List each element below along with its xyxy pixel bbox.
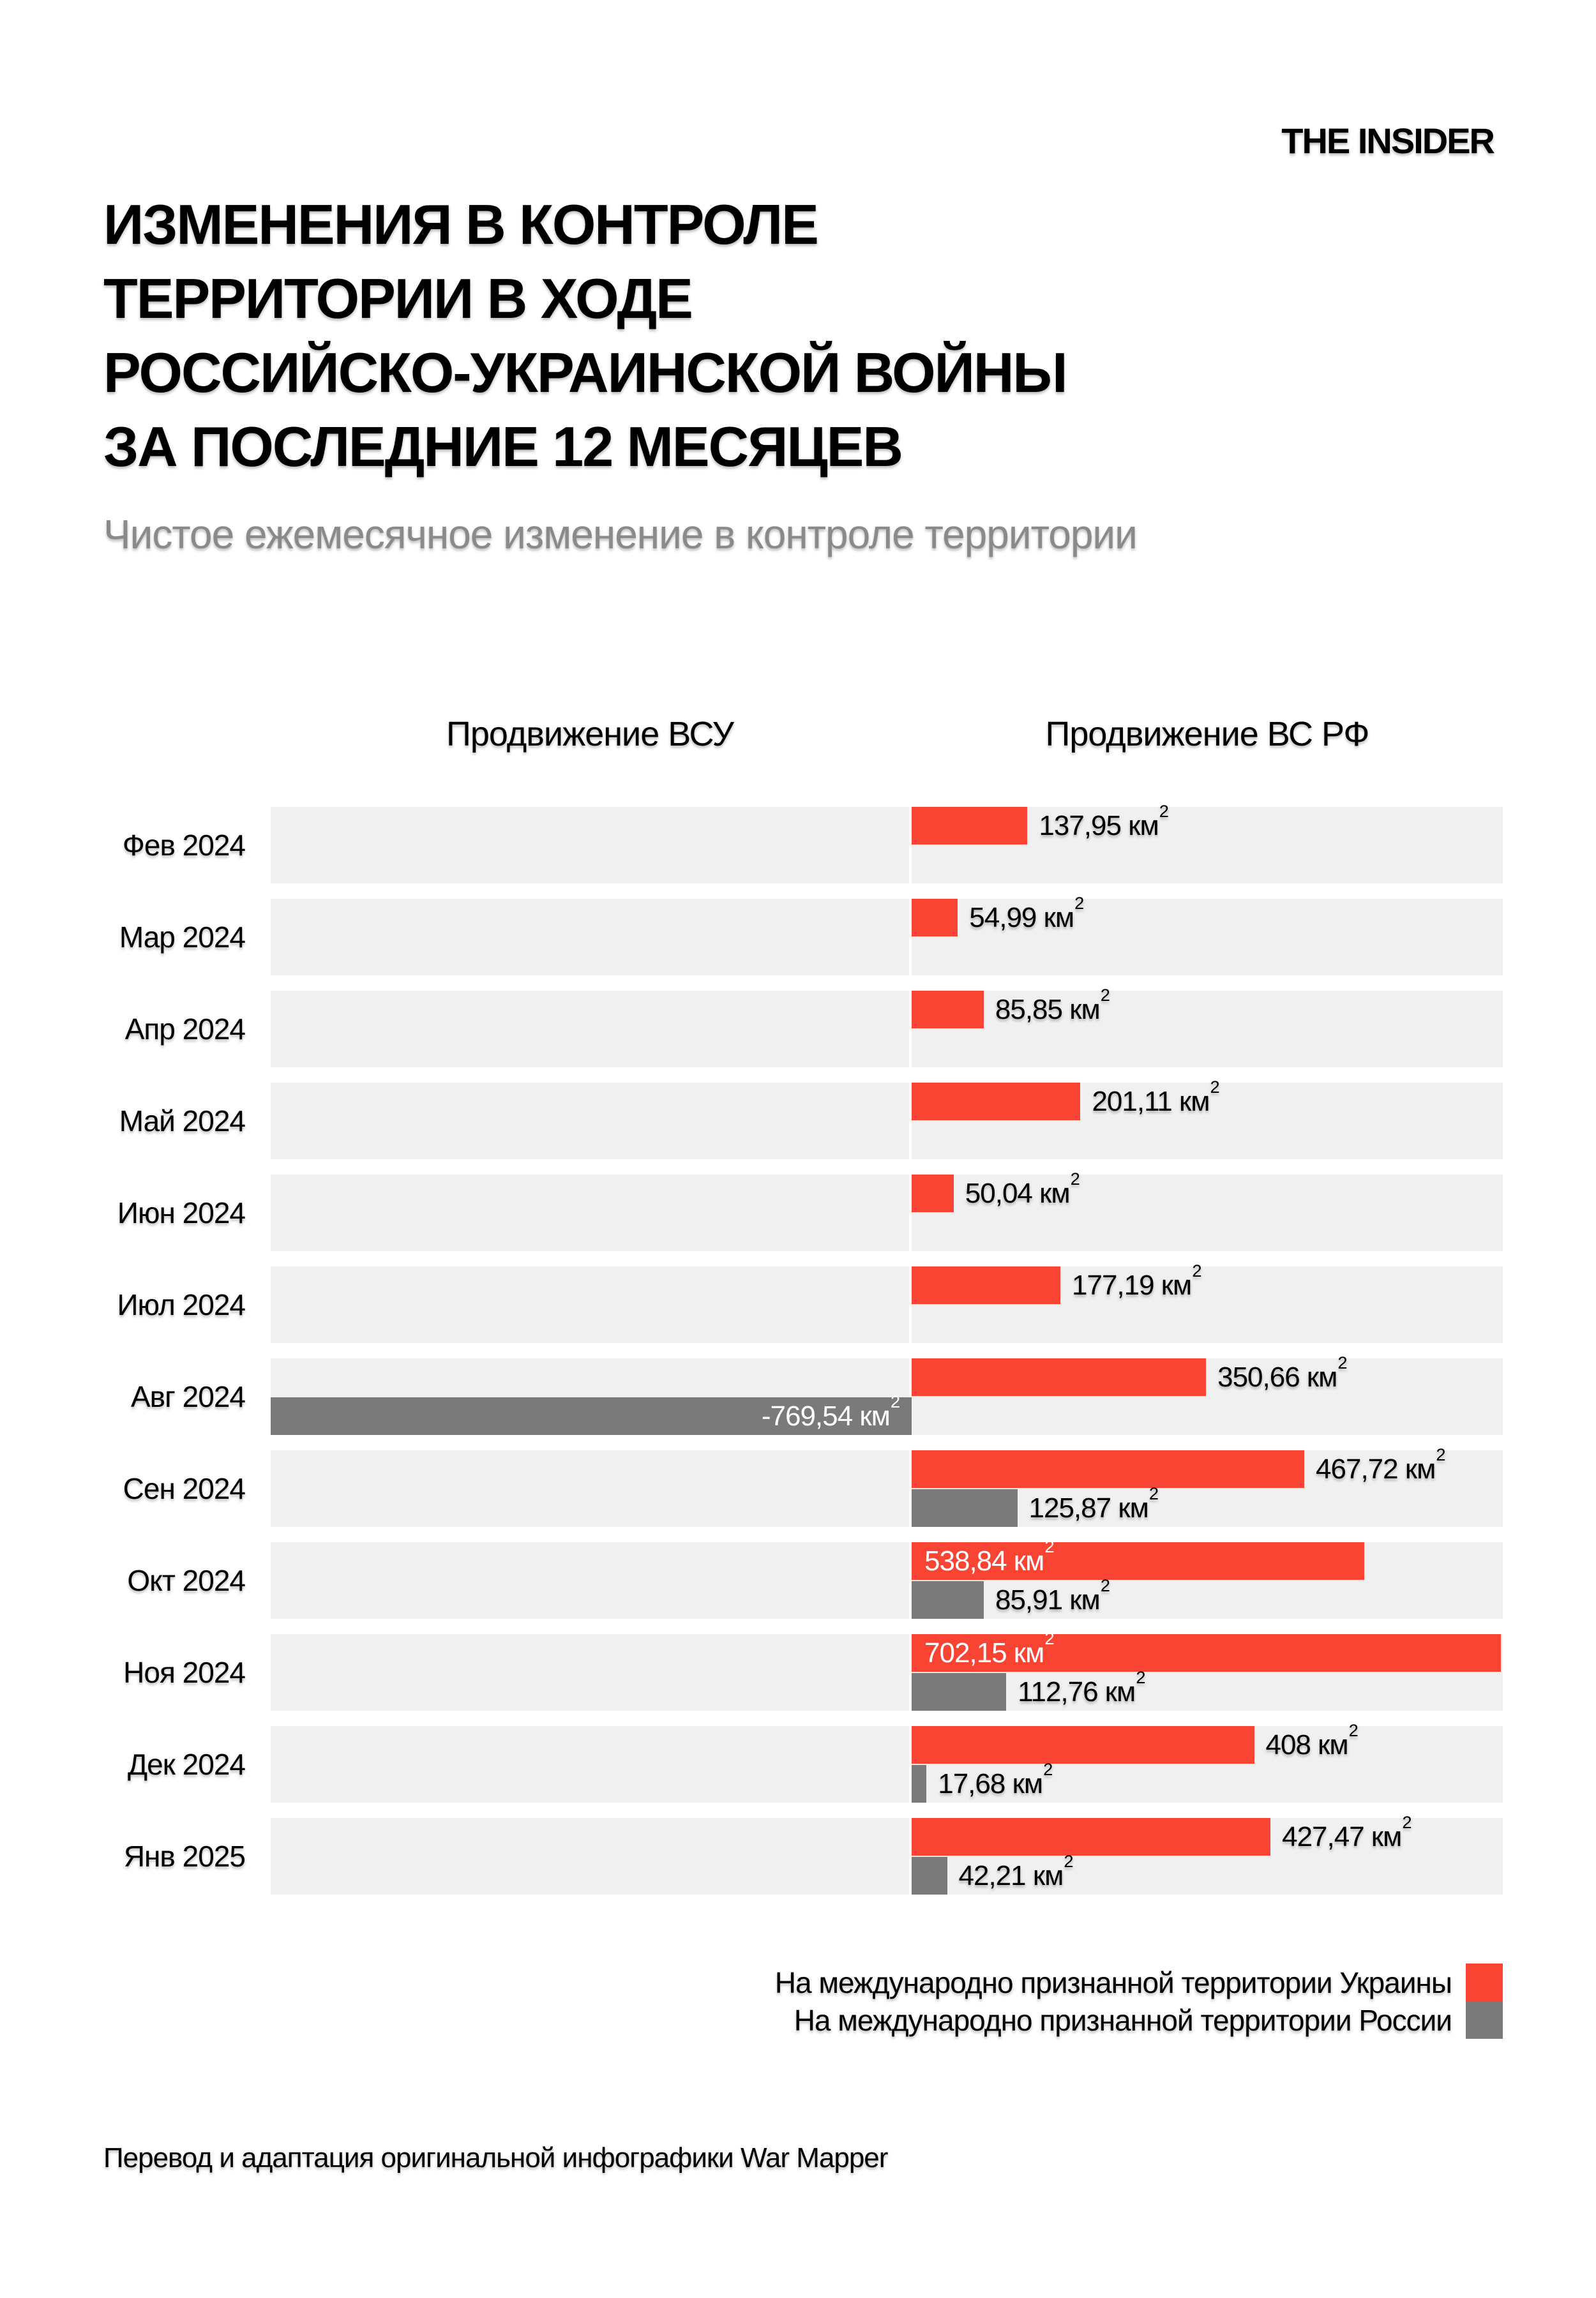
gray-bar-value: 85,91 $км^2$ xyxy=(995,1575,1110,1616)
red-bar xyxy=(912,1726,1254,1764)
month-label: Авг 2024 xyxy=(130,1380,245,1413)
chart-row xyxy=(127,1536,1503,1619)
month-label: Апр 2024 xyxy=(124,1012,245,1046)
row-band-left xyxy=(271,1542,909,1619)
legend-label: На международно признанной территории Украины xyxy=(774,1965,1452,1999)
chart-row xyxy=(123,1445,1503,1527)
red-bar-value: 408 $км^2$ xyxy=(1265,1720,1358,1761)
red-bar-value: 85,85 $км^2$ xyxy=(995,985,1110,1025)
chart-row xyxy=(119,893,1503,975)
month-label: Мар 2024 xyxy=(119,920,245,954)
legend-label: На международно признанной территории России xyxy=(794,2003,1452,2037)
legend-red-swatch xyxy=(1466,1964,1503,2001)
month-label: Июн 2024 xyxy=(117,1196,245,1229)
chart-row xyxy=(123,1628,1503,1711)
chart-row xyxy=(124,985,1503,1067)
red-bar xyxy=(912,1450,1304,1488)
month-label: Окт 2024 xyxy=(127,1564,245,1597)
diverging-bar-chart xyxy=(117,801,1503,1910)
gray-bar-value: 42,21 $км^2$ xyxy=(958,1851,1073,1891)
red-bar-value: 538,84 $км^2$ xyxy=(924,1536,1054,1577)
chart-row xyxy=(117,1261,1503,1343)
title-line-1: ИЗМЕНЕНИЯ В КОНТРОЛЕ xyxy=(103,193,818,256)
row-band-left xyxy=(271,1083,909,1159)
red-bar-value: 137,95 $км^2$ xyxy=(1039,801,1168,841)
row-band-left xyxy=(271,1450,909,1527)
red-bar-value: 350,66 $км^2$ xyxy=(1217,1353,1347,1393)
red-bar xyxy=(912,1083,1080,1120)
chart-row xyxy=(128,1720,1503,1803)
row-band-left xyxy=(271,899,909,975)
chart-row xyxy=(122,801,1503,883)
gray-bar-value: 112,76 $км^2$ xyxy=(1018,1667,1145,1708)
attribution-footer: Перевод и адаптация оригинальной инфографики War Mapper xyxy=(103,2142,888,2174)
page-subtitle: Чистое ежемесячное изменение в контроле территории xyxy=(103,511,1137,557)
month-label: Дек 2024 xyxy=(128,1748,245,1781)
legend-gray-swatch xyxy=(1466,2001,1503,2039)
page-title xyxy=(103,188,1067,484)
red-bar xyxy=(912,1266,1060,1304)
gray-bar xyxy=(912,1765,926,1803)
gray-bar xyxy=(912,1581,984,1619)
chart-row xyxy=(117,1169,1503,1251)
gray-bar-value: -769,54 $км^2$ xyxy=(761,1392,900,1432)
row-band-left xyxy=(271,991,909,1067)
month-label: Фев 2024 xyxy=(122,829,245,862)
chart-row xyxy=(119,1077,1503,1159)
red-bar xyxy=(912,1818,1270,1856)
row-band-left xyxy=(271,1175,909,1251)
chart-row xyxy=(123,1812,1503,1895)
gray-bar-value: 125,87 $км^2$ xyxy=(1028,1483,1158,1524)
row-band-left xyxy=(271,1818,909,1895)
red-bar xyxy=(912,991,984,1028)
red-bar xyxy=(912,807,1027,845)
month-label: Май 2024 xyxy=(119,1104,245,1138)
red-bar xyxy=(912,899,958,936)
red-bar xyxy=(912,1175,954,1212)
row-band-left xyxy=(271,1634,909,1711)
red-bar-value: 50,04 $км^2$ xyxy=(965,1169,1080,1209)
red-bar-value: 427,47 $км^2$ xyxy=(1282,1812,1412,1852)
the-insider-logo: THE INSIDER xyxy=(1281,121,1494,161)
month-label: Июл 2024 xyxy=(117,1288,245,1321)
title-line-2: ТЕРРИТОРИИ В ХОДЕ xyxy=(103,267,692,330)
red-bar-value: 467,72 $км^2$ xyxy=(1316,1445,1445,1485)
row-band-left xyxy=(271,1266,909,1343)
column-header-russia-advance: Продвижение ВС РФ xyxy=(1045,715,1369,753)
red-bar-value: 201,11 $км^2$ xyxy=(1092,1077,1219,1117)
red-bar-value: 54,99 $км^2$ xyxy=(969,893,1084,933)
column-header-ukraine-advance: Продвижение ВСУ xyxy=(446,715,734,753)
chart-row xyxy=(130,1353,1503,1435)
gray-bar xyxy=(912,1489,1018,1527)
row-band-left xyxy=(271,807,909,883)
title-line-4: ЗА ПОСЛЕДНИЕ 12 МЕСЯЦЕВ xyxy=(103,415,902,478)
legend xyxy=(775,1964,1503,2039)
legend-row-russia-territory xyxy=(775,2001,1503,2039)
gray-bar-value: 17,68 $км^2$ xyxy=(938,1759,1053,1799)
title-line-3: РОССИЙСКО-УКРАИНСКОЙ ВОЙНЫ xyxy=(103,341,1067,404)
row-band-left xyxy=(271,1726,909,1803)
month-label: Сен 2024 xyxy=(123,1472,245,1505)
red-bar-value: 177,19 $км^2$ xyxy=(1072,1261,1201,1301)
red-bar xyxy=(912,1358,1206,1396)
legend-row-ukraine-territory xyxy=(775,1964,1503,2001)
month-label: Янв 2025 xyxy=(123,1840,245,1873)
gray-bar xyxy=(912,1857,947,1895)
red-bar-value: 702,15 $км^2$ xyxy=(924,1628,1054,1669)
month-label: Ноя 2024 xyxy=(123,1656,245,1689)
gray-bar xyxy=(912,1673,1006,1711)
